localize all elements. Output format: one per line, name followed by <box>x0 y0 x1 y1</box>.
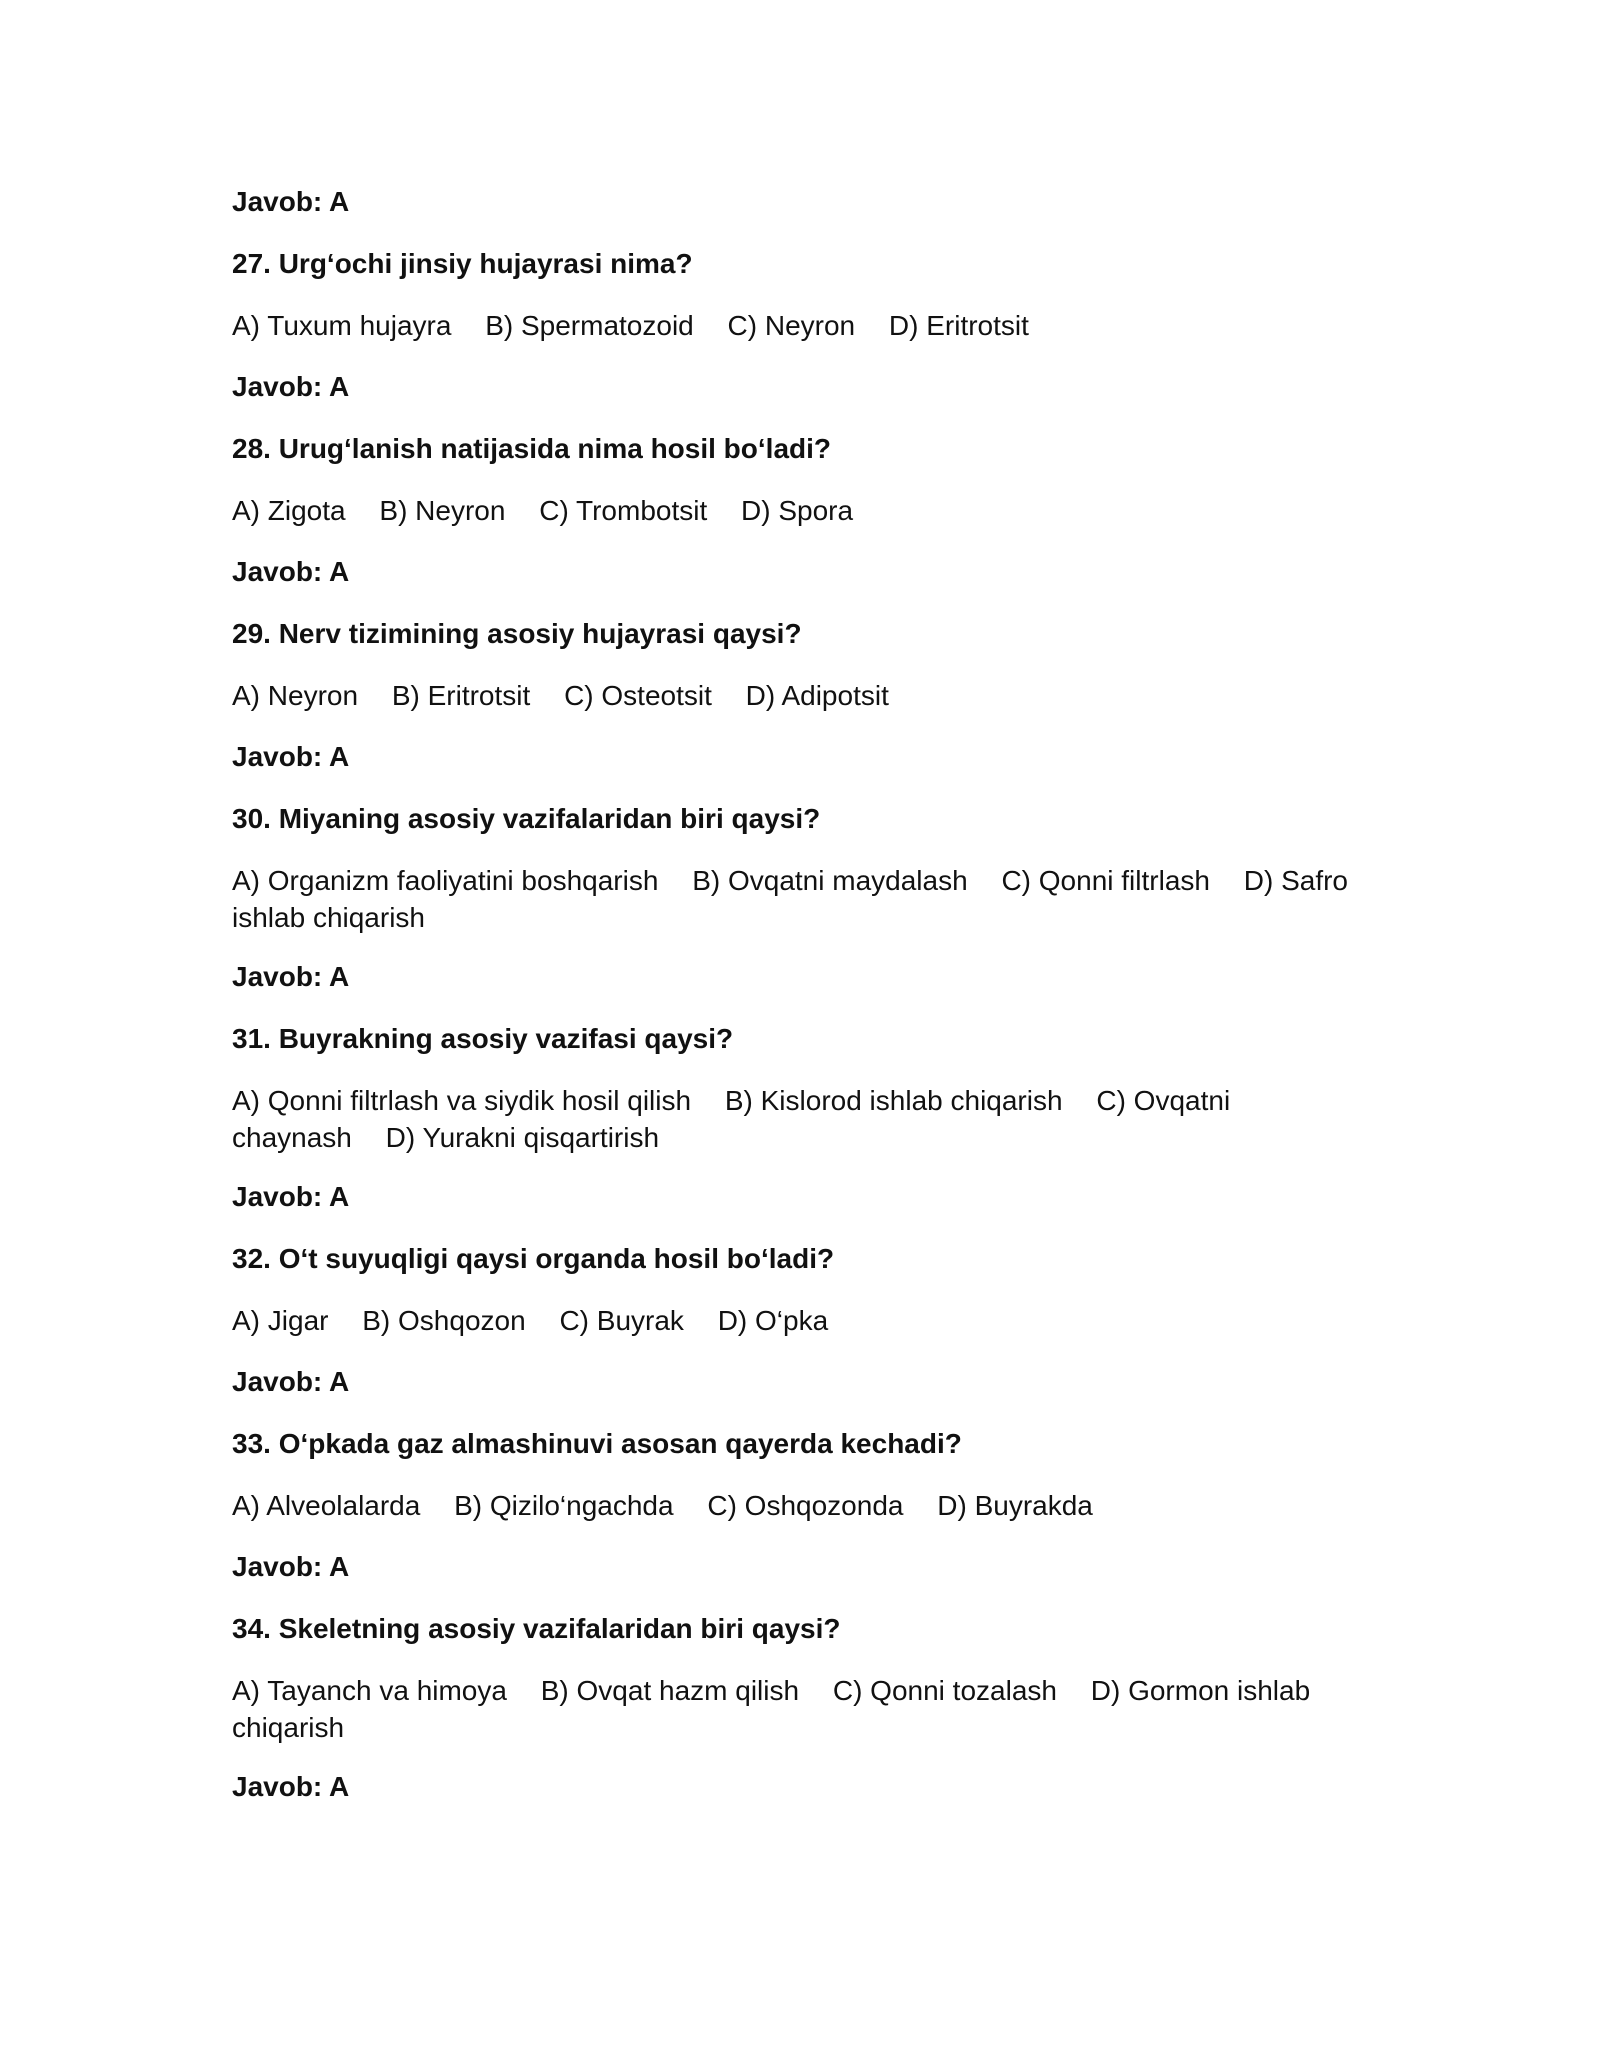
answer-31: Javob: A <box>232 1181 350 1212</box>
question-29: 29. Nerv tizimining asosiy hujayrasi qaysi? <box>232 618 802 649</box>
option-28-b: B) Neyron <box>379 495 506 526</box>
option-31-c: C) Ovqatni chaynash <box>232 1085 1231 1153</box>
answer-30: Javob: A <box>232 961 350 992</box>
option-27-c: C) Neyron <box>727 310 856 341</box>
question-32: 32. O‘t suyuqligi qaysi organda hosil bo‘ladi? <box>232 1243 835 1274</box>
option-29-b: B) Eritrotsit <box>391 680 531 711</box>
answer-29: Javob: A <box>232 741 350 772</box>
option-33-b: B) Qizilo‘ngachda <box>454 1490 674 1521</box>
question-33: 33. O‘pkada gaz almashinuvi asosan qayerda kechadi? <box>232 1428 962 1459</box>
option-27-b: B) Spermatozoid <box>485 310 694 341</box>
option-34-a: A) Tayanch va himoya <box>232 1675 507 1706</box>
options-28 <box>232 492 1362 529</box>
option-28-a: A) Zigota <box>232 495 346 526</box>
question-31: 31. Buyrakning asosiy vazifasi qaysi? <box>232 1023 734 1054</box>
option-33-d: D) Buyrakda <box>937 1490 1093 1521</box>
option-27-a: A) Tuxum hujayra <box>232 310 452 341</box>
option-29-a: A) Neyron <box>232 680 359 711</box>
option-28-c: C) Trombotsit <box>539 495 708 526</box>
options-27 <box>232 307 1362 344</box>
answer-initial: Javob: A <box>232 186 350 217</box>
option-34-b: B) Ovqat hazm qilish <box>540 1675 800 1706</box>
options-34 <box>232 1672 1362 1746</box>
option-34-d: D) Gormon ishlab chiqarish <box>232 1675 1311 1743</box>
option-30-b: B) Ovqatni maydalash <box>692 865 968 896</box>
question-30: 30. Miyaning asosiy vazifalaridan biri qaysi? <box>232 803 821 834</box>
options-32 <box>232 1302 1362 1339</box>
option-32-a: A) Jigar <box>232 1305 329 1336</box>
options-31 <box>232 1082 1362 1156</box>
option-30-d: D) Safro ishlab chiqarish <box>232 865 1348 933</box>
option-33-a: A) Alveolalarda <box>232 1490 421 1521</box>
option-33-c: C) Oshqozonda <box>707 1490 904 1521</box>
option-34-c: C) Qonni tozalash <box>832 1675 1057 1706</box>
answer-34: Javob: A <box>232 1771 350 1802</box>
option-31-d: D) Yurakni qisqartirish <box>385 1122 660 1153</box>
option-29-d: D) Adipotsit <box>745 680 889 711</box>
question-28: 28. Urug‘lanish natijasida nima hosil bo‘ladi? <box>232 433 832 464</box>
answer-28: Javob: A <box>232 556 350 587</box>
answer-32: Javob: A <box>232 1366 350 1397</box>
option-31-a: A) Qonni filtrlash va siydik hosil qilish <box>232 1085 692 1116</box>
option-32-b: B) Oshqozon <box>362 1305 526 1336</box>
option-27-d: D) Eritrotsit <box>888 310 1029 341</box>
answer-27: Javob: A <box>232 371 350 402</box>
question-34: 34. Skeletning asosiy vazifalaridan biri qaysi? <box>232 1613 841 1644</box>
question-27: 27. Urg‘ochi jinsiy hujayrasi nima? <box>232 248 693 279</box>
option-29-c: C) Osteotsit <box>564 680 712 711</box>
answer-33: Javob: A <box>232 1551 350 1582</box>
options-30 <box>232 862 1362 936</box>
option-31-b: B) Kislorod ishlab chiqarish <box>724 1085 1063 1116</box>
options-29 <box>232 677 1362 714</box>
option-28-d: D) Spora <box>741 495 854 526</box>
options-33 <box>232 1487 1362 1524</box>
document-page <box>232 0 1362 2070</box>
option-30-a: A) Organizm faoliyatini boshqarish <box>232 865 659 896</box>
option-32-c: C) Buyrak <box>559 1305 684 1336</box>
option-30-c: C) Qonni filtrlash <box>1001 865 1210 896</box>
option-32-d: D) O‘pka <box>717 1305 829 1336</box>
